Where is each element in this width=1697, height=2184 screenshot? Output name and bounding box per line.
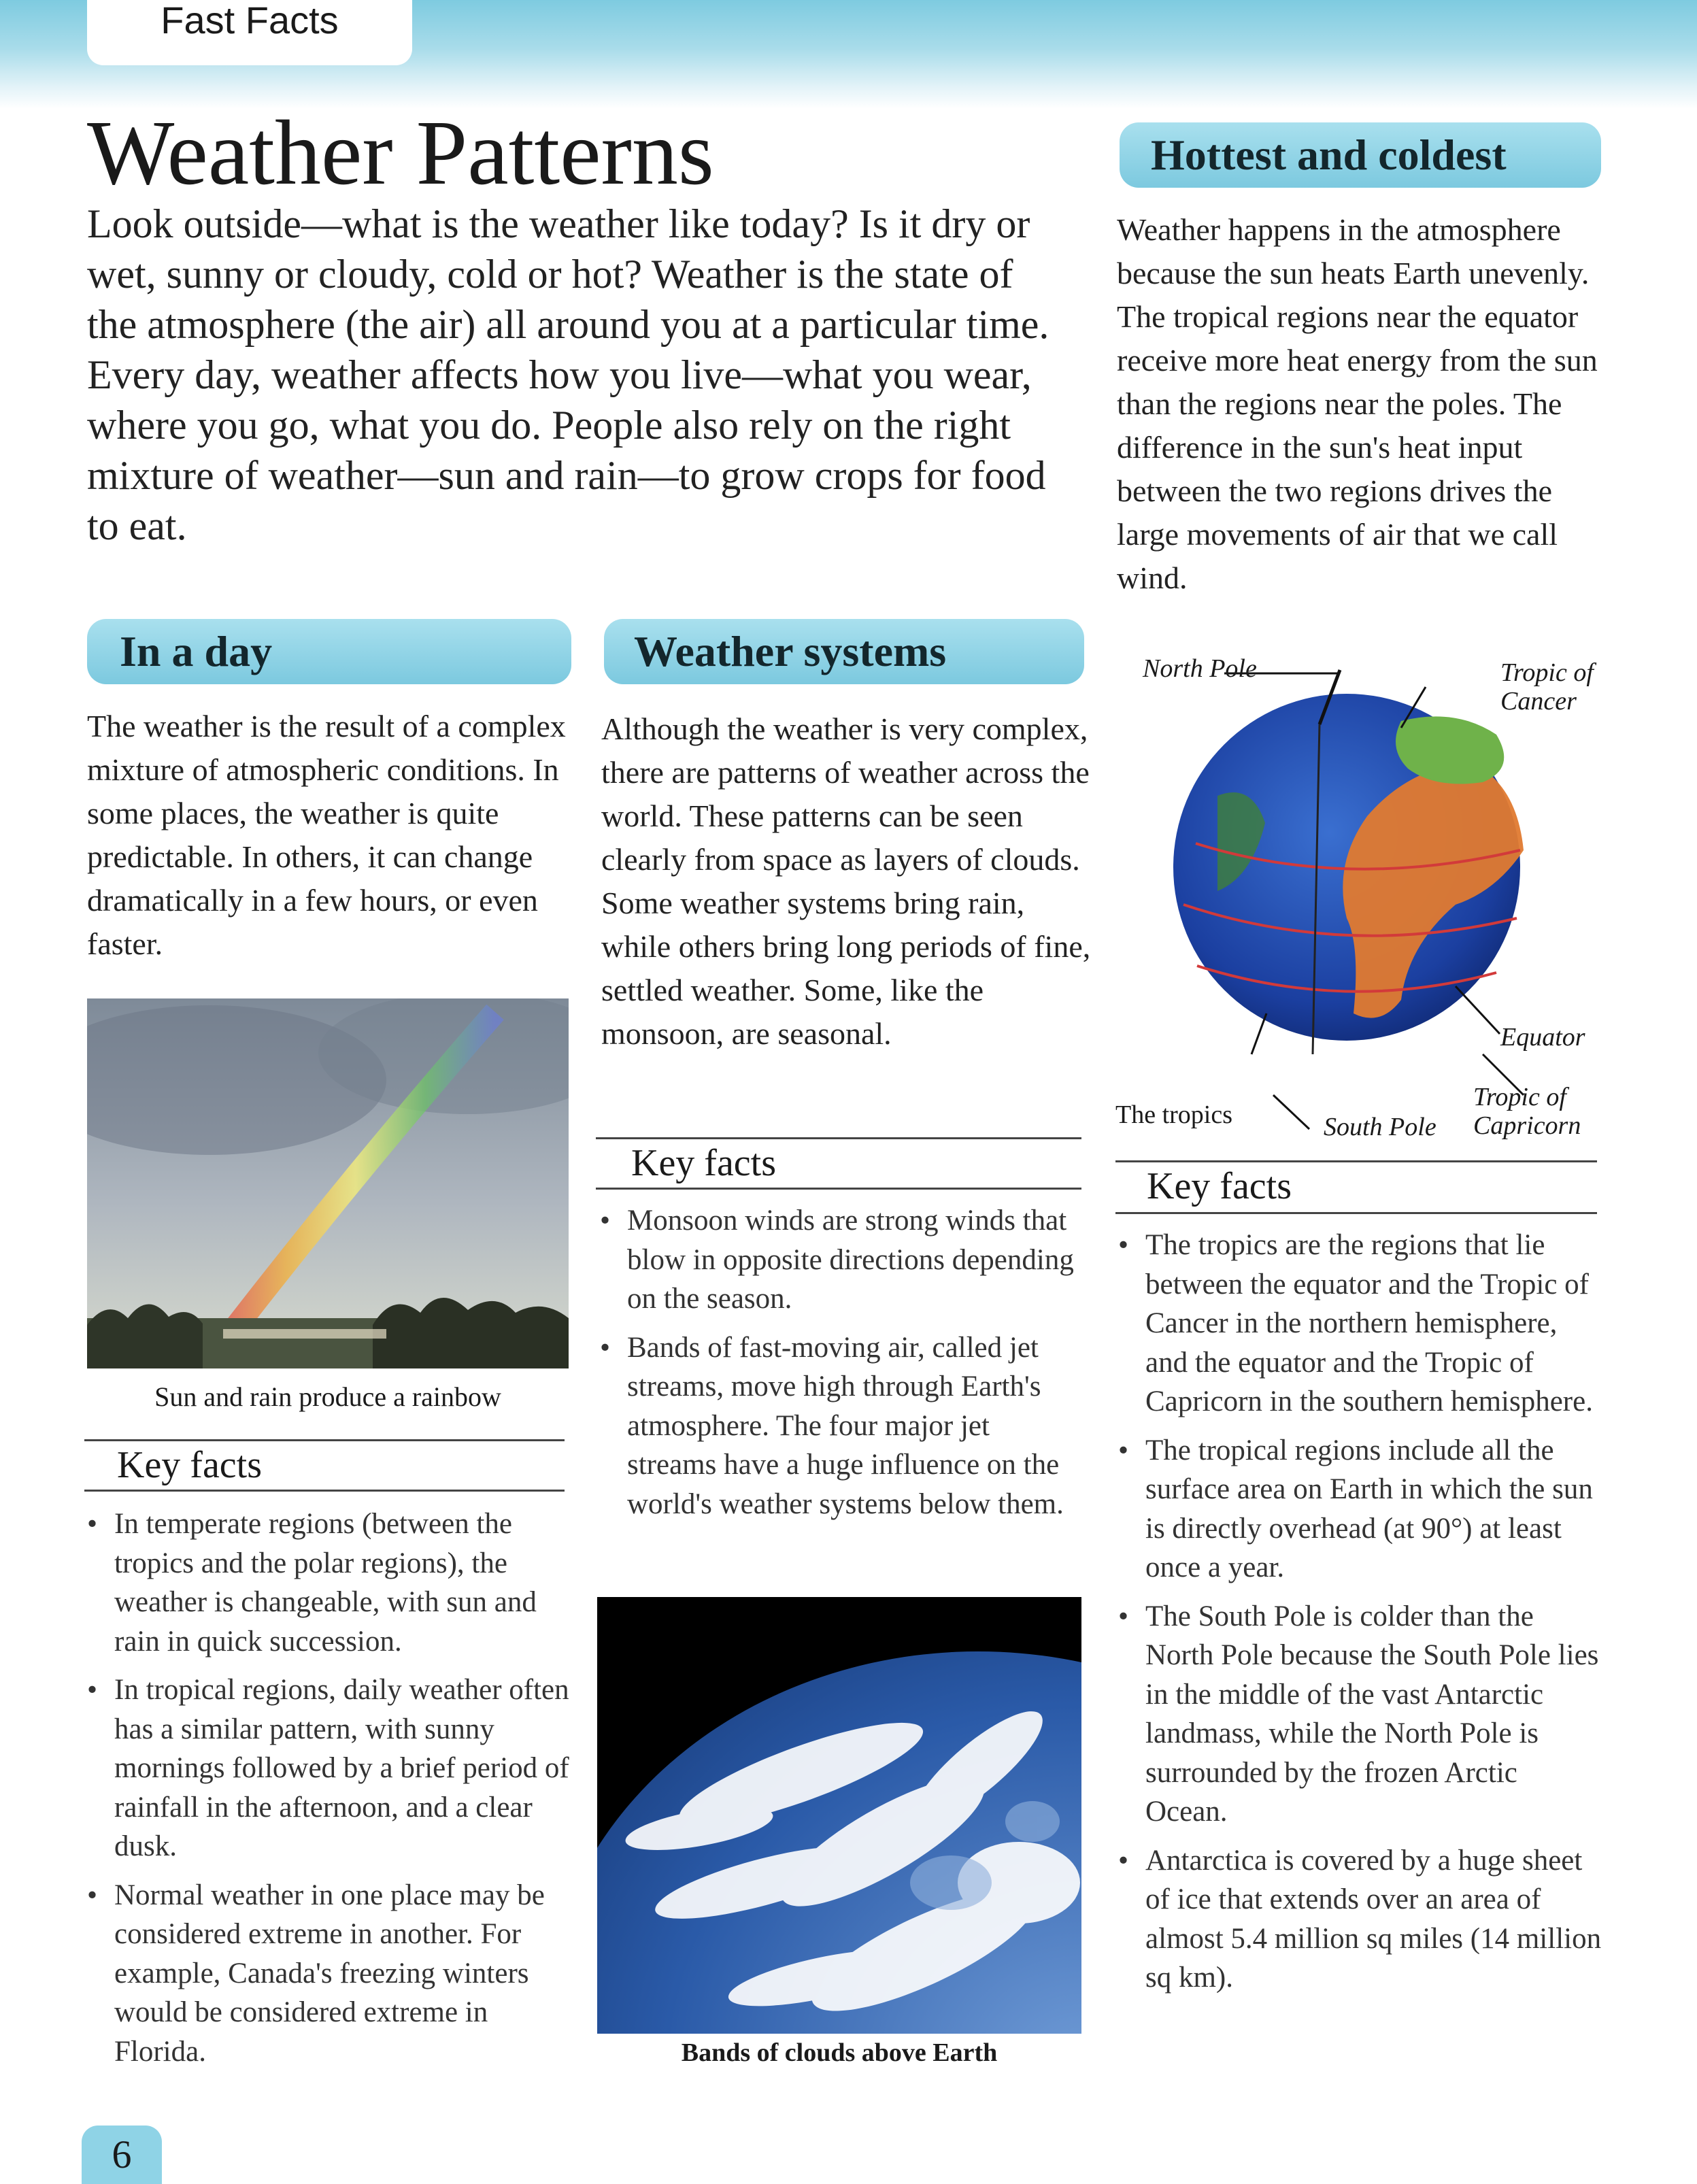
key-fact-item: • The tropics are the regions that lie between the equator and the Tropic of Cancer in the northern hemisphere, and the equator and the Tropic of Capricorn in the southern hemisphere. (1115, 1226, 1605, 1422)
page-title: Weather Patterns (87, 102, 714, 204)
rainbow-caption: Sun and rain produce a rainbow (154, 1381, 501, 1412)
weather-systems-key-facts (597, 1201, 1084, 1533)
rainbow-photo (87, 998, 569, 1368)
key-fact-item: • In temperate regions (between the tropics and the polar regions), the weather is changeable, with sun and rain in quick succession. (84, 1505, 574, 1661)
label-south-pole: South Pole (1324, 1113, 1436, 1141)
in-a-day-heading: In a day (87, 619, 571, 684)
divider (1115, 1160, 1597, 1162)
divider (84, 1439, 565, 1441)
key-fact-item: • In tropical regions, daily weather often has a similar pattern, with sunny mornings followed by a brief period of rainfall in the afternoon, and a clear dusk. (84, 1670, 574, 1866)
section-tab: Fast Facts (87, 0, 412, 65)
weather-systems-body: Although the weather is very complex, there are patterns of weather across the world. These patterns can be seen clearly from space as layers of clouds. Some weather systems bring rain, while others bring long periods of fine, settled weather. Some, like the monsoon, are seasonal. (601, 711, 1091, 1051)
key-facts-title: Key facts (631, 1142, 777, 1184)
weather-systems-heading: Weather systems (604, 619, 1084, 684)
globe-diagram (1115, 646, 1605, 1136)
key-fact-item: • Bands of fast-moving air, called jet streams, move high through Earth's atmosphere. The four major jet streams have a huge influence on the world's weather systems below them. (597, 1328, 1084, 1524)
key-facts-title: Key facts (1147, 1165, 1292, 1207)
in-a-day-key-facts (84, 1505, 574, 2081)
hottest-coldest-key-facts (1115, 1226, 1605, 2007)
key-fact-item: • Monsoon winds are strong winds that blow in opposite directions depending on the season. (597, 1201, 1084, 1319)
key-facts-title: Key facts (117, 1444, 263, 1486)
clouds-earth-photo (597, 1597, 1081, 2034)
in-a-day-body: The weather is the result of a complex mixture of atmospheric conditions. In some places, the weather is quite predictable. In others, it can change dramatically in a few hours, or even faster. (87, 709, 566, 961)
hottest-coldest-body: Weather happens in the atmosphere because the sun heats Earth unevenly. The tropical regions near the equator receive more heat energy from the sun than the regions near the poles. The difference in the sun's heat input between the two regions drives the large movements of air that we call wind. (1117, 212, 1598, 595)
label-equator: Equator (1500, 1023, 1585, 1052)
key-fact-item: • The South Pole is colder than the North Pole because the South Pole lies in the middle of the vast Antarctic landmass, while the North Pole is surrounded by the frozen Arctic Ocean. (1115, 1597, 1605, 1832)
key-fact-item: • The tropical regions include all the surface area on Earth in which the sun is directly overhead (at 90°) at least once a year. (1115, 1431, 1605, 1587)
divider (596, 1137, 1081, 1139)
key-fact-item: • Antarctica is covered by a huge sheet of ice that extends over an area of almost 5.4 million sq miles (14 million sq km). (1115, 1841, 1605, 1998)
divider (1115, 1212, 1597, 1214)
page-number: 6 (82, 2126, 162, 2184)
key-fact-item: • Normal weather in one place may be considered extreme in another. For example, Canada's freezing winters would be considered extreme in Florida. (84, 1876, 574, 2072)
label-tropic-of-cancer: Tropic of Cancer (1500, 658, 1594, 716)
label-north-pole: North Pole (1143, 654, 1257, 683)
label-tropic-of-capricorn: Tropic of Capricorn (1473, 1083, 1581, 1140)
label-the-tropics: The tropics (1115, 1101, 1233, 1129)
hottest-coldest-heading: Hottest and coldest (1120, 122, 1601, 188)
divider (596, 1188, 1081, 1190)
clouds-caption: Bands of clouds above Earth (681, 2038, 998, 2067)
intro-paragraph: Look outside—what is the weather like today? Is it dry or wet, sunny or cloudy, cold or hot? Weather is the state of the atmosphere (the air) all around you at a particular time. Every day, weather affects how you live—what you wear, where you go, what you do. People also rely on the right mixture of weather—sun and rain—to grow crops for food to eat. (87, 201, 1049, 548)
divider (84, 1490, 565, 1492)
